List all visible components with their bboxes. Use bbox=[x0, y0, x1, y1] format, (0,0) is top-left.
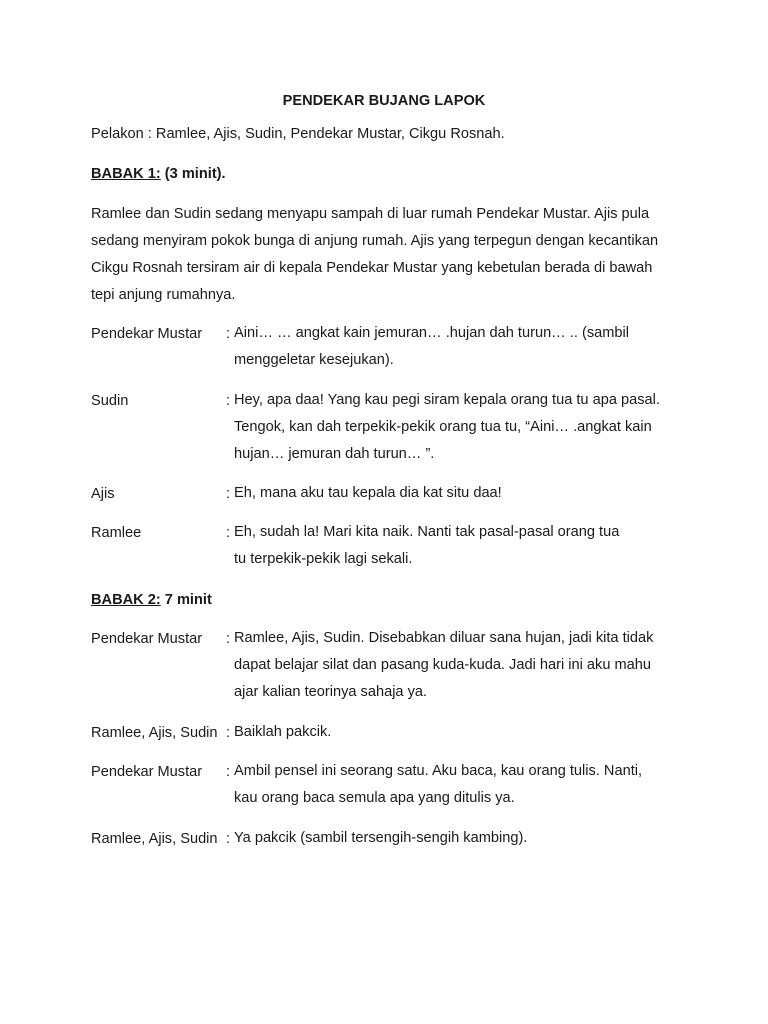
speech-line: kau orang baca semula apa yang ditulis ya. bbox=[234, 790, 515, 806]
speech-line: Ya pakcik (sambil tersengih-sengih kambing). bbox=[234, 830, 528, 846]
colon: : bbox=[226, 631, 231, 647]
speech-line: ajar kalian teorinya sahaja ya. bbox=[234, 684, 428, 700]
intro-line: sedang menyiram pokok bunga di anjung rumah. Ajis yang terpegun dengan kecantikan bbox=[91, 233, 659, 249]
speech-text bbox=[234, 625, 684, 706]
colon: : bbox=[226, 725, 231, 741]
page-title: PENDEKAR BUJANG LAPOK bbox=[282, 93, 486, 109]
speaker-name: Ramlee bbox=[91, 525, 142, 541]
speech-line: dapat belajar silat dan pasang kuda-kuda. Jadi hari ini aku mahu bbox=[234, 657, 652, 673]
speaker-name: Ramlee, Ajis, Sudin bbox=[91, 831, 218, 847]
speaker-name: Pendekar Mustar bbox=[91, 326, 203, 342]
colon: : bbox=[226, 486, 231, 502]
cast-list: Pelakon : Ramlee, Ajis, Sudin, Pendekar Mustar, Cikgu Rosnah. bbox=[91, 126, 505, 142]
speech-line: Ramlee, Ajis, Sudin. Disebabkan diluar sana hujan, jadi kita tidak bbox=[234, 630, 654, 646]
speaker-name: Pendekar Mustar bbox=[91, 631, 203, 647]
colon: : bbox=[226, 326, 231, 342]
speech-text bbox=[234, 480, 684, 507]
speaker-name: Pendekar Mustar bbox=[91, 764, 203, 780]
speech-line: menggeletar kesejukan). bbox=[234, 352, 394, 368]
intro-paragraph bbox=[91, 201, 679, 309]
intro-line: Ramlee dan Sudin sedang menyapu sampah di luar rumah Pendekar Mustar. Ajis pula bbox=[91, 206, 650, 222]
speech-line: Hey, apa daa! Yang kau pegi siram kepala orang tua tu apa pasal. bbox=[234, 392, 660, 408]
colon: : bbox=[226, 525, 231, 541]
colon: : bbox=[226, 764, 231, 780]
colon: : bbox=[226, 393, 231, 409]
speech-line: Ambil pensel ini seorang satu. Aku baca, kau orang tulis. Nanti, bbox=[234, 763, 643, 779]
speech-text bbox=[234, 719, 684, 746]
speech-text bbox=[234, 320, 684, 374]
scene-1-label: BABAK 1: bbox=[91, 166, 161, 182]
scene-2-label: BABAK 2: bbox=[91, 592, 161, 608]
scene-2-heading bbox=[91, 592, 212, 608]
speech-line: hujan… jemuran dah turun… ”. bbox=[234, 446, 435, 462]
scene-2-duration: 7 minit bbox=[160, 592, 212, 608]
speech-line: Aini… … angkat kain jemuran… .hujan dah turun… .. (sambil bbox=[234, 325, 630, 341]
speech-text bbox=[234, 825, 684, 852]
speaker-name: Ajis bbox=[91, 486, 115, 502]
intro-line: Cikgu Rosnah tersiram air di kepala Pendekar Mustar yang kebetulan berada di bawah bbox=[91, 260, 653, 276]
speech-text bbox=[234, 519, 684, 573]
speech-line: tu terpekik-pekik lagi sekali. bbox=[234, 551, 413, 567]
speech-line: Tengok, kan dah terpekik-pekik orang tua tu, “Aini… .angkat kain bbox=[234, 419, 652, 435]
speaker-name: Ramlee, Ajis, Sudin bbox=[91, 725, 218, 741]
speech-text bbox=[234, 758, 684, 812]
speech-line: Eh, mana aku tau kepala dia kat situ daa! bbox=[234, 485, 502, 501]
speech-line: Eh, sudah la! Mari kita naik. Nanti tak pasal-pasal orang tua bbox=[234, 524, 620, 540]
scene-1-duration: (3 minit). bbox=[160, 166, 226, 182]
speech-text bbox=[234, 387, 684, 468]
intro-line: tepi anjung rumahnya. bbox=[91, 287, 236, 303]
colon: : bbox=[226, 831, 231, 847]
speech-line: Baiklah pakcik. bbox=[234, 724, 332, 740]
scene-1-heading bbox=[91, 166, 226, 182]
speaker-name: Sudin bbox=[91, 393, 129, 409]
